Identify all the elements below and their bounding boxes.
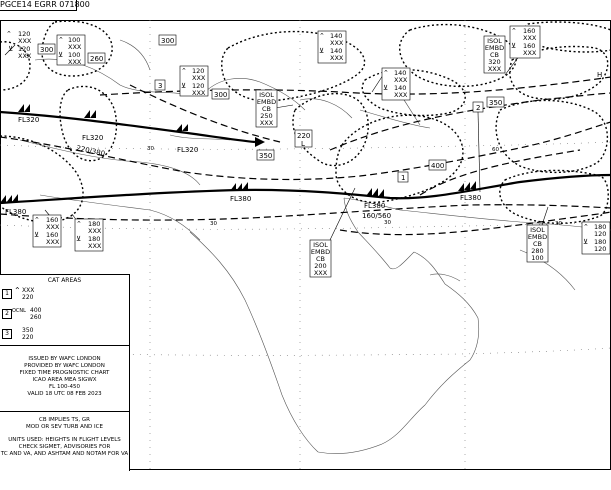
svg-text:280: 280 bbox=[531, 247, 544, 255]
svg-text:⌃: ⌃ bbox=[181, 67, 187, 75]
graticule-label: 30 bbox=[555, 221, 562, 227]
cb-area bbox=[336, 115, 463, 202]
cat-area-number: 2 bbox=[476, 104, 481, 112]
tropopause-value: 300 bbox=[40, 46, 54, 54]
cb-area bbox=[293, 94, 368, 166]
svg-text:⊻: ⊻ bbox=[511, 42, 517, 50]
cat-area-row-number: 1 bbox=[2, 289, 12, 299]
tropopause-low-value: 220 bbox=[297, 132, 311, 140]
svg-text:⌃: ⌃ bbox=[319, 32, 325, 40]
svg-text:⌃: ⌃ bbox=[58, 36, 64, 44]
svg-text:⌃: ⌃ bbox=[6, 30, 12, 38]
tropopause-value: 350 bbox=[489, 99, 503, 107]
note-line: TC AND VA, AND ASHTAM AND NOTAM FOR VA bbox=[0, 451, 129, 457]
cat-area-upper: XXX bbox=[22, 287, 35, 294]
svg-text:120: 120 bbox=[18, 30, 31, 38]
svg-text:⊻: ⊻ bbox=[383, 84, 389, 92]
svg-text:100: 100 bbox=[68, 36, 81, 44]
svg-text:XXX: XXX bbox=[18, 37, 32, 45]
jet-label: FL380 bbox=[230, 195, 252, 203]
svg-text:⌃: ⌃ bbox=[511, 27, 517, 35]
issued-line: FIXED TIME PROGNOSTIC CHART bbox=[19, 370, 110, 376]
graticule-label: 30 bbox=[147, 146, 154, 152]
svg-text:⌃: ⌃ bbox=[34, 216, 40, 224]
svg-text:⌃: ⌃ bbox=[583, 223, 589, 231]
cat-area-lower: 220 bbox=[22, 334, 34, 341]
svg-text:XXX: XXX bbox=[88, 242, 102, 250]
svg-text:120: 120 bbox=[594, 245, 607, 253]
chart-id-header bbox=[0, 0, 90, 11]
svg-text:EMBD: EMBD bbox=[256, 98, 277, 106]
cat-area-row bbox=[2, 287, 126, 305]
svg-text:160: 160 bbox=[46, 216, 59, 224]
legend-divider bbox=[0, 345, 129, 346]
cat-area-upper: 350 bbox=[22, 327, 34, 334]
svg-text:120: 120 bbox=[18, 45, 31, 53]
svg-text:XXX: XXX bbox=[88, 227, 102, 235]
turbulence-box bbox=[180, 66, 208, 97]
cat-area-row-number: 2 bbox=[2, 309, 12, 319]
issued-line: VALID 18 UTC 08 FEB 2023 bbox=[27, 391, 102, 397]
turbulence-box bbox=[510, 26, 540, 58]
svg-text:160: 160 bbox=[523, 27, 536, 35]
jet-label: FL320 bbox=[18, 116, 40, 124]
svg-text:XXX: XXX bbox=[330, 39, 344, 47]
cat-area-row-values bbox=[30, 307, 130, 321]
turbulence-box bbox=[582, 222, 610, 254]
cat-areas bbox=[0, 77, 611, 235]
turbulence-box bbox=[57, 35, 85, 66]
svg-text:XXX: XXX bbox=[394, 91, 408, 99]
svg-text:XXX: XXX bbox=[46, 238, 60, 246]
svg-text:120: 120 bbox=[594, 230, 607, 238]
note-line: CB IMPLIES TS, GR bbox=[39, 417, 90, 423]
svg-text:XXX: XXX bbox=[18, 52, 32, 60]
cat-area-row-values bbox=[22, 287, 122, 301]
svg-text:XXX: XXX bbox=[259, 119, 274, 127]
svg-text:⊻: ⊻ bbox=[34, 231, 40, 239]
svg-text:⌃: ⌃ bbox=[76, 220, 82, 228]
svg-text:CB: CB bbox=[533, 240, 542, 248]
svg-text:EMBD: EMBD bbox=[527, 233, 548, 241]
jet-label: FL380 bbox=[364, 202, 386, 210]
svg-text:320: 320 bbox=[488, 58, 501, 66]
turbulence-box bbox=[318, 31, 346, 63]
legend-panel bbox=[0, 274, 130, 471]
cat-area-upper: 400 bbox=[30, 307, 42, 314]
cb-area bbox=[362, 70, 465, 116]
svg-text:180: 180 bbox=[594, 223, 607, 231]
svg-text:120: 120 bbox=[192, 67, 205, 75]
svg-text:100: 100 bbox=[68, 51, 81, 59]
svg-text:CB: CB bbox=[490, 51, 499, 59]
svg-text:EMBD: EMBD bbox=[310, 248, 331, 256]
turbulence-box bbox=[75, 219, 103, 251]
svg-text:140: 140 bbox=[394, 69, 407, 77]
tropopause-high-mark: H bbox=[597, 71, 603, 79]
svg-text:XXX: XXX bbox=[46, 223, 60, 231]
issued-block bbox=[0, 356, 129, 398]
graticule-label: 60 bbox=[492, 147, 499, 153]
turbulence-box bbox=[33, 215, 61, 247]
jet-label: FL380 bbox=[460, 194, 482, 202]
svg-text:⊻: ⊻ bbox=[319, 47, 325, 55]
svg-text:XXX: XXX bbox=[192, 89, 206, 97]
turbulence-icon: ⌃ bbox=[14, 286, 21, 295]
note-line: UNITS USED: HEIGHTS IN FLIGHT LEVELS bbox=[8, 437, 121, 443]
graticule-label: 30 bbox=[210, 221, 217, 227]
svg-text:XXX: XXX bbox=[523, 34, 537, 42]
tropopause-value: 300 bbox=[161, 37, 175, 45]
issued-line: PROVIDED BY WAFC LONDON bbox=[24, 363, 105, 369]
issued-line: ISSUED BY WAFC LONDON bbox=[28, 356, 101, 362]
svg-text:180: 180 bbox=[88, 235, 101, 243]
svg-text:XXX: XXX bbox=[192, 74, 206, 82]
jet-label: FL380 bbox=[5, 208, 27, 216]
cb-box bbox=[484, 36, 505, 73]
note-line: CHECK SIGMET, ADVISORIES FOR bbox=[18, 444, 111, 450]
cat-areas-title: CAT AREAS bbox=[47, 277, 82, 284]
units-block bbox=[0, 437, 129, 458]
jet-label: FL320 bbox=[177, 146, 199, 154]
cb-area bbox=[496, 100, 607, 172]
svg-text:160: 160 bbox=[523, 42, 536, 50]
svg-text:120: 120 bbox=[192, 82, 205, 90]
tropopause-value: 260 bbox=[90, 55, 104, 63]
svg-text:ISOL: ISOL bbox=[259, 91, 274, 99]
svg-text:⊻: ⊻ bbox=[583, 238, 589, 246]
cb-box bbox=[527, 225, 548, 262]
turbulence-box bbox=[382, 68, 410, 100]
issued-line: FL 100-450 bbox=[49, 384, 80, 390]
svg-text:140: 140 bbox=[330, 47, 343, 55]
cat-area-number: 1 bbox=[401, 174, 406, 182]
svg-text:⊻: ⊻ bbox=[181, 82, 187, 90]
svg-text:⊻: ⊻ bbox=[76, 235, 82, 243]
cat-area-lower: 260 bbox=[30, 314, 42, 321]
cat-area-row-values bbox=[22, 327, 122, 341]
svg-text:XXX: XXX bbox=[487, 65, 502, 73]
cat-area-frequency: OCNL bbox=[12, 308, 26, 314]
svg-text:⊻: ⊻ bbox=[58, 51, 64, 59]
svg-text:ISOL: ISOL bbox=[487, 37, 502, 45]
tropopause-low-mark: L bbox=[301, 140, 305, 148]
cat-area-lower: 220 bbox=[22, 294, 34, 301]
jet-label: 160/560 bbox=[362, 212, 392, 220]
svg-text:250: 250 bbox=[260, 112, 273, 120]
svg-text:180: 180 bbox=[88, 220, 101, 228]
svg-text:XXX: XXX bbox=[330, 54, 344, 62]
svg-text:⌃: ⌃ bbox=[383, 69, 389, 77]
tropopause-value: 350 bbox=[259, 152, 273, 160]
svg-text:160: 160 bbox=[46, 231, 59, 239]
svg-text:180: 180 bbox=[594, 238, 607, 246]
svg-text:EMBD: EMBD bbox=[484, 44, 505, 52]
tropopause-value: 400 bbox=[431, 162, 445, 170]
note-line: MOD OR SEV TURB AND ICE bbox=[26, 424, 103, 430]
svg-text:100: 100 bbox=[531, 254, 544, 262]
tropopause-value: 300 bbox=[214, 91, 228, 99]
jet-label: 220/380 bbox=[75, 144, 106, 159]
svg-text:XXX: XXX bbox=[394, 76, 408, 84]
legend-divider bbox=[0, 411, 129, 412]
cb-box bbox=[256, 90, 277, 127]
svg-text:⊻: ⊻ bbox=[8, 45, 14, 53]
svg-text:200: 200 bbox=[314, 262, 327, 270]
chart-id-text: PGCE14 EGRR 071800 bbox=[0, 0, 90, 9]
svg-text:CB: CB bbox=[262, 105, 271, 113]
svg-text:140: 140 bbox=[394, 84, 407, 92]
turbulence-box bbox=[5, 30, 35, 60]
cat-area-row bbox=[2, 327, 126, 345]
jet-label: FL320 bbox=[82, 134, 104, 142]
svg-text:XXX: XXX bbox=[68, 43, 82, 51]
cat-area-row bbox=[2, 307, 126, 325]
svg-text:ISOL: ISOL bbox=[313, 241, 328, 249]
notes-block bbox=[0, 417, 129, 431]
svg-text:XXX: XXX bbox=[523, 49, 537, 57]
jet-arrowhead bbox=[255, 137, 265, 147]
cat-area-row-number: 3 bbox=[2, 329, 12, 339]
cat-area-number: 3 bbox=[158, 82, 163, 90]
issued-line: ICAO AREA MEA SIGWX bbox=[32, 377, 97, 383]
svg-text:ISOL: ISOL bbox=[530, 226, 545, 234]
svg-text:CB: CB bbox=[316, 255, 325, 263]
svg-text:XXX: XXX bbox=[68, 58, 82, 66]
svg-text:140: 140 bbox=[330, 32, 343, 40]
svg-text:XXX: XXX bbox=[313, 269, 328, 277]
cb-box bbox=[310, 240, 331, 277]
graticule-label: 30 bbox=[384, 220, 391, 226]
jet-streams bbox=[0, 112, 611, 203]
